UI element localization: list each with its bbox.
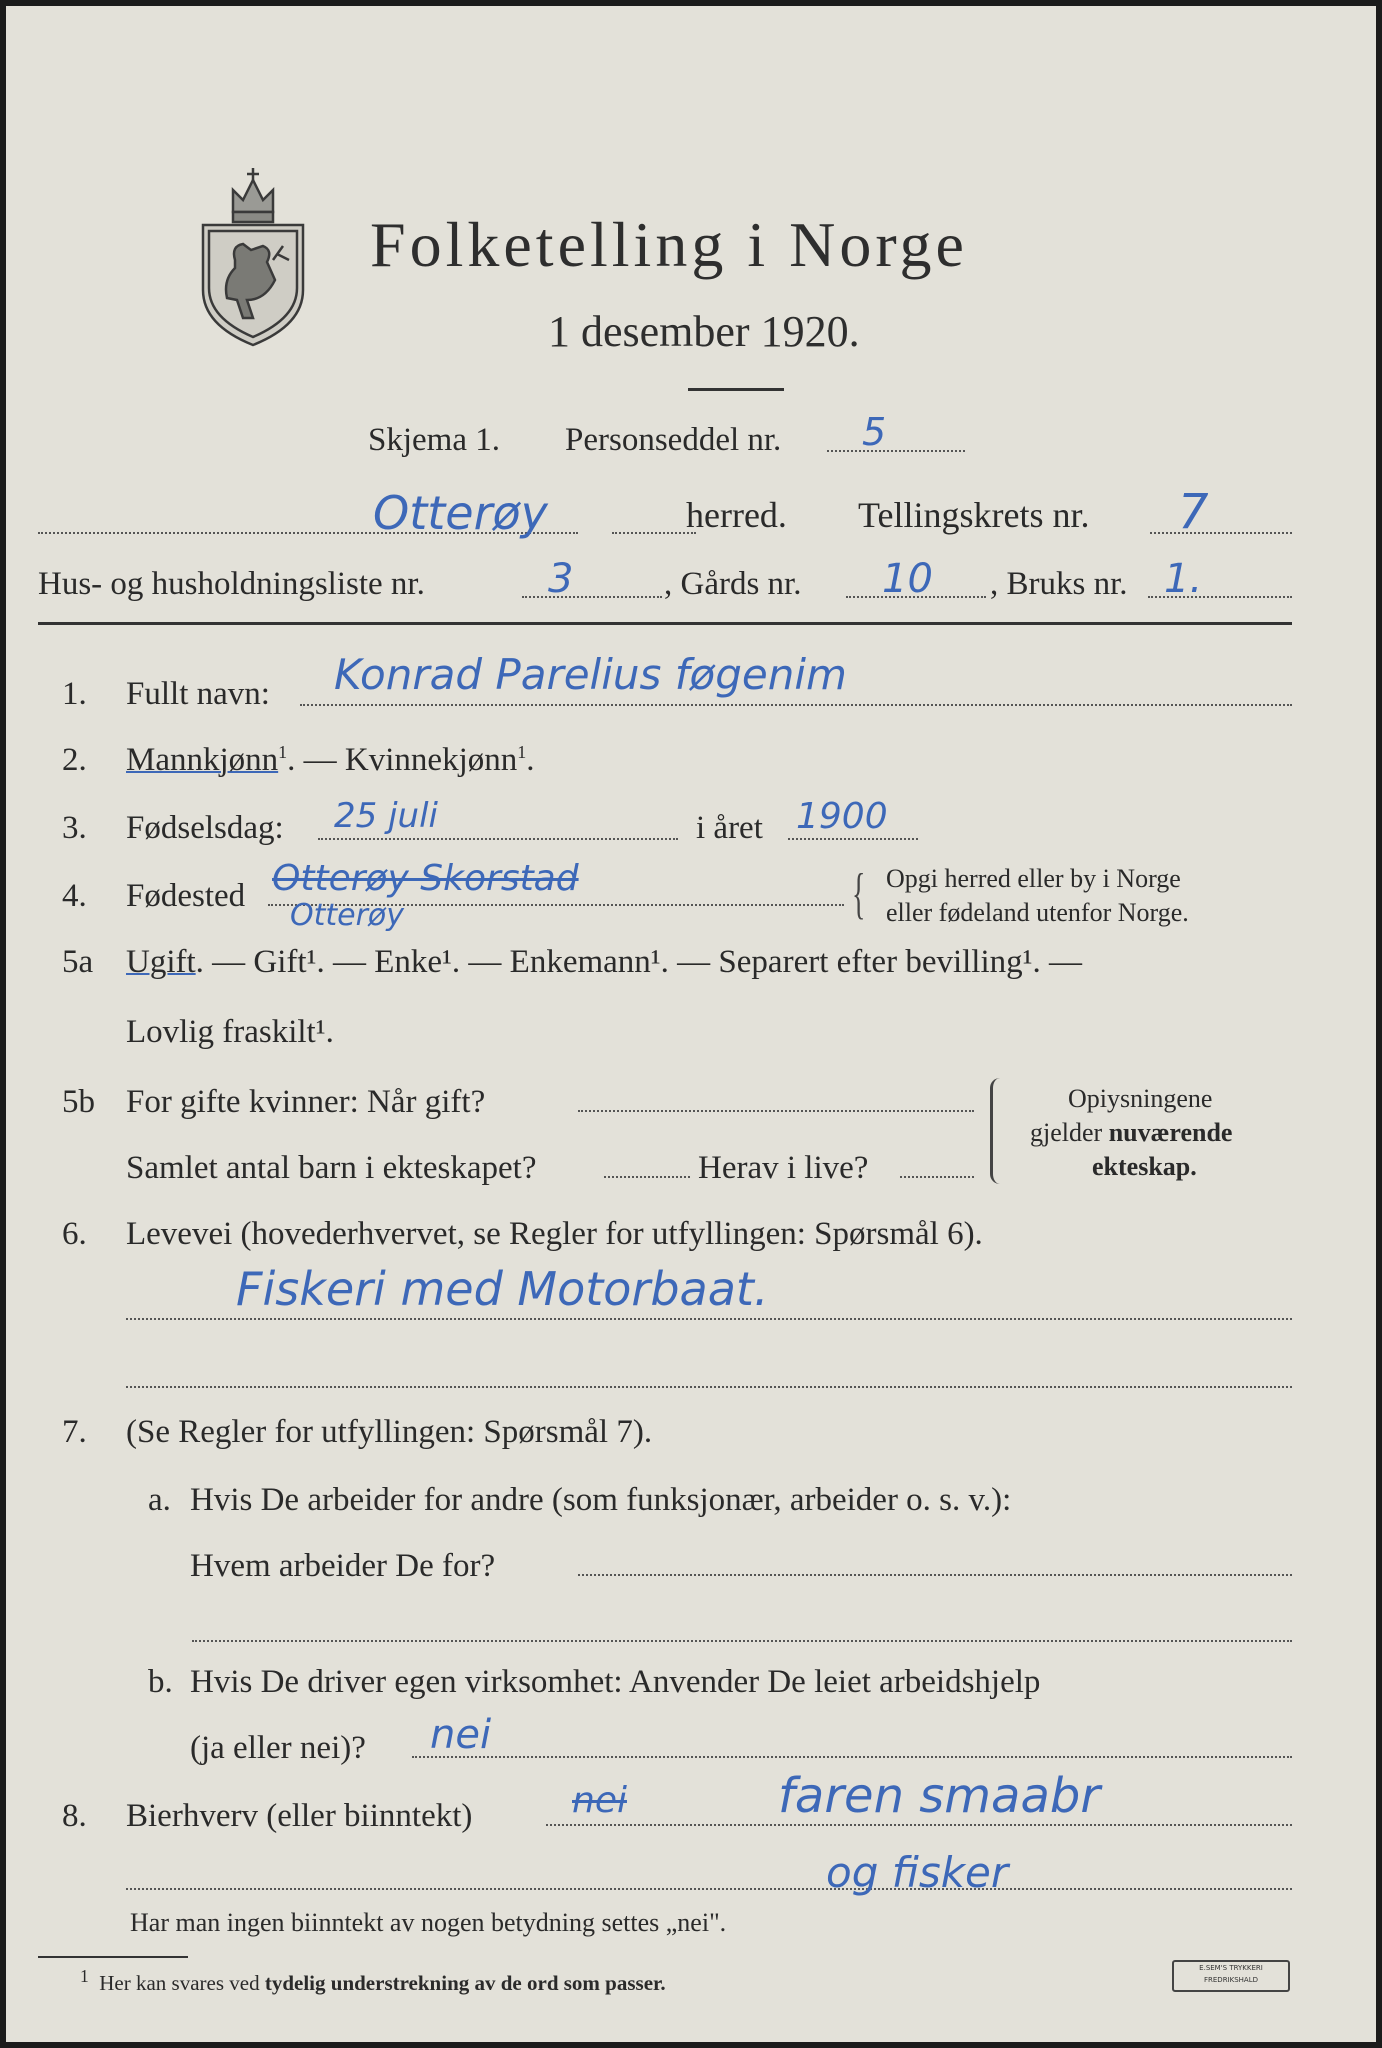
- tellingskrets-value: 7: [1178, 484, 1209, 540]
- q6-number: 6.: [62, 1216, 87, 1252]
- herred-name-field-cont: [612, 532, 696, 534]
- hired-help-field[interactable]: [412, 1756, 1292, 1758]
- q7-label: (Se Regler for utfyllingen: Spørsmål 7).: [126, 1414, 653, 1450]
- side-income-field[interactable]: [546, 1824, 1292, 1826]
- q5b-married-label: For gifte kvinner: Når gift?: [126, 1084, 486, 1120]
- husholdningsliste-value: 3: [548, 556, 574, 602]
- footnote: [80, 1966, 666, 1996]
- birthplace-struck-value: Otterøy Skorstad: [272, 858, 579, 899]
- q1-label: Fullt navn:: [126, 676, 270, 712]
- bruks-label: , Bruks nr.: [990, 566, 1128, 602]
- printer-stamp-line2: FREDRIKSHALD: [1203, 1976, 1258, 1984]
- q5a-number: 5a: [62, 944, 94, 980]
- occupation-value: Fiskeri med Motorbaat.: [236, 1262, 769, 1316]
- birthday-value: 25 juli: [334, 796, 438, 836]
- header-separator: [38, 622, 1292, 625]
- title-divider: [688, 388, 784, 391]
- side-income-field-line2[interactable]: [126, 1888, 1292, 1890]
- q2-end: .: [526, 742, 535, 778]
- norway-coat-of-arms-icon: [193, 150, 313, 350]
- full-name-field[interactable]: [300, 704, 1292, 706]
- sex-option-male[interactable]: Mannkjønn: [126, 742, 279, 778]
- q4-note-line1: Opgi herred eller by i Norge: [886, 864, 1181, 893]
- personseddel-value: 5: [862, 410, 887, 454]
- sex-option-female[interactable]: Kvinnekjønn: [344, 742, 518, 778]
- tellingskrets-field[interactable]: [1150, 532, 1292, 534]
- q6-label: Levevei (hovederhvervet, se Regler for utfyllingen: Spørsmål 6).: [126, 1216, 983, 1252]
- full-name-value: Konrad Parelius føgenim: [334, 650, 847, 699]
- q3-number: 3.: [62, 810, 87, 846]
- q4-number: 4.: [62, 878, 87, 914]
- side-income-struck-value: nei: [572, 1780, 627, 1821]
- q5b-note-line2-b: nuværende: [1108, 1118, 1233, 1147]
- bruks-value: 1.: [1164, 556, 1203, 602]
- tellingskrets-label: Tellingskrets nr.: [858, 495, 1090, 535]
- birthplace-value: Otterøy: [290, 898, 405, 933]
- marital-options-rest[interactable]: . — Gift¹. — Enke¹. — Enkemann¹. — Separert efter bevilling¹. —: [195, 944, 1083, 980]
- printer-stamp: [1172, 1960, 1290, 1992]
- q5b-note-bracket-left: [990, 1078, 1005, 1184]
- occupation-field-line2[interactable]: [126, 1386, 1292, 1388]
- occupation-field[interactable]: [126, 1318, 1292, 1320]
- q7-number: 7.: [62, 1414, 87, 1450]
- q4-note-brace: {: [852, 863, 866, 925]
- children-count-field[interactable]: [604, 1176, 690, 1178]
- q4-label: Fødested: [126, 878, 246, 914]
- married-date-field[interactable]: [578, 1110, 974, 1112]
- q5b-note-line2: [1030, 1118, 1232, 1148]
- q5a-options: [126, 944, 1082, 981]
- skjema-label: Skjema 1.: [368, 422, 500, 458]
- q7a-line2: Hvem arbeider De for?: [190, 1548, 496, 1584]
- employer-field-line2[interactable]: [192, 1640, 1292, 1642]
- q5b-children-label: Samlet antal barn i ekteskapet?: [126, 1150, 537, 1186]
- q2-separator: . —: [287, 742, 345, 778]
- q7b-line2: (ja eller nei)?: [190, 1730, 366, 1766]
- q8-number: 8.: [62, 1798, 87, 1834]
- herred-label: herred.: [686, 495, 787, 535]
- q4-note-line2: eller fødeland utenfor Norge.: [886, 898, 1189, 927]
- gards-label: , Gårds nr.: [664, 566, 802, 602]
- q5b-note-line2-a: gjelder: [1030, 1118, 1109, 1147]
- footnote-text-b: tydelig understrekning av de ord som passer.: [264, 1971, 666, 1995]
- birth-year-value: 1900: [796, 796, 888, 837]
- q1-number: 1.: [62, 676, 87, 712]
- q5b-note-line1: Opiysningene: [1068, 1084, 1213, 1113]
- herred-name-value: Otterøy: [373, 486, 548, 540]
- form-title: Folketelling i Norge: [370, 209, 968, 280]
- birthday-field[interactable]: [318, 838, 678, 840]
- personseddel-field[interactable]: [827, 450, 965, 452]
- footnote-number: 1: [80, 1966, 89, 1986]
- husholdningsliste-field[interactable]: [522, 596, 662, 598]
- census-date: 1 desember 1920.: [548, 307, 860, 356]
- footnote-text-a: Her kan svares ved: [99, 1971, 265, 1995]
- birth-year-label: i året: [696, 810, 763, 846]
- q5b-note-line3: ekteskap.: [1092, 1152, 1197, 1181]
- q2-options: Mannkjønn$^1$. — Kvinnekjønn$^1$.: [126, 742, 535, 778]
- q7b-letter: b.: [148, 1664, 173, 1700]
- q7a-letter: a.: [148, 1482, 171, 1518]
- footer-note: Har man ingen biinntekt av nogen betydning settes „nei".: [130, 1908, 727, 1937]
- gards-value: 10: [882, 556, 933, 602]
- side-income-value-line2: og fisker: [826, 1848, 1009, 1897]
- hired-help-value: nei: [430, 1712, 492, 1758]
- birth-year-field[interactable]: [788, 838, 918, 840]
- q8-label: Bierhverv (eller biinntekt): [126, 1798, 473, 1834]
- q5b-number: 5b: [62, 1084, 95, 1120]
- q7b-line1: Hvis De driver egen virksomhet: Anvender De leiet arbeidshjelp: [190, 1664, 1041, 1700]
- q3-label: Fødselsdag:: [126, 810, 284, 846]
- printer-stamp-line1: E.SEM'S TRYKKERI: [1199, 1964, 1263, 1972]
- side-income-value-line1: faren smaabr: [778, 1768, 1101, 1824]
- marital-option-ugift[interactable]: Ugift: [126, 944, 196, 980]
- q5b-alive-label: Herav i live?: [698, 1150, 869, 1186]
- q2-number: 2.: [62, 742, 87, 778]
- personseddel-label: Personseddel nr.: [565, 422, 782, 458]
- q7a-line1: Hvis De arbeider for andre (som funksjonær, arbeider o. s. v.):: [190, 1482, 1012, 1518]
- children-alive-field[interactable]: [900, 1176, 974, 1178]
- employer-field[interactable]: [578, 1574, 1292, 1576]
- husholdningsliste-label: Hus- og husholdningsliste nr.: [38, 566, 425, 602]
- footnote-rule: [38, 1956, 188, 1958]
- marital-option-fraskilt[interactable]: Lovlig fraskilt¹.: [126, 1014, 334, 1050]
